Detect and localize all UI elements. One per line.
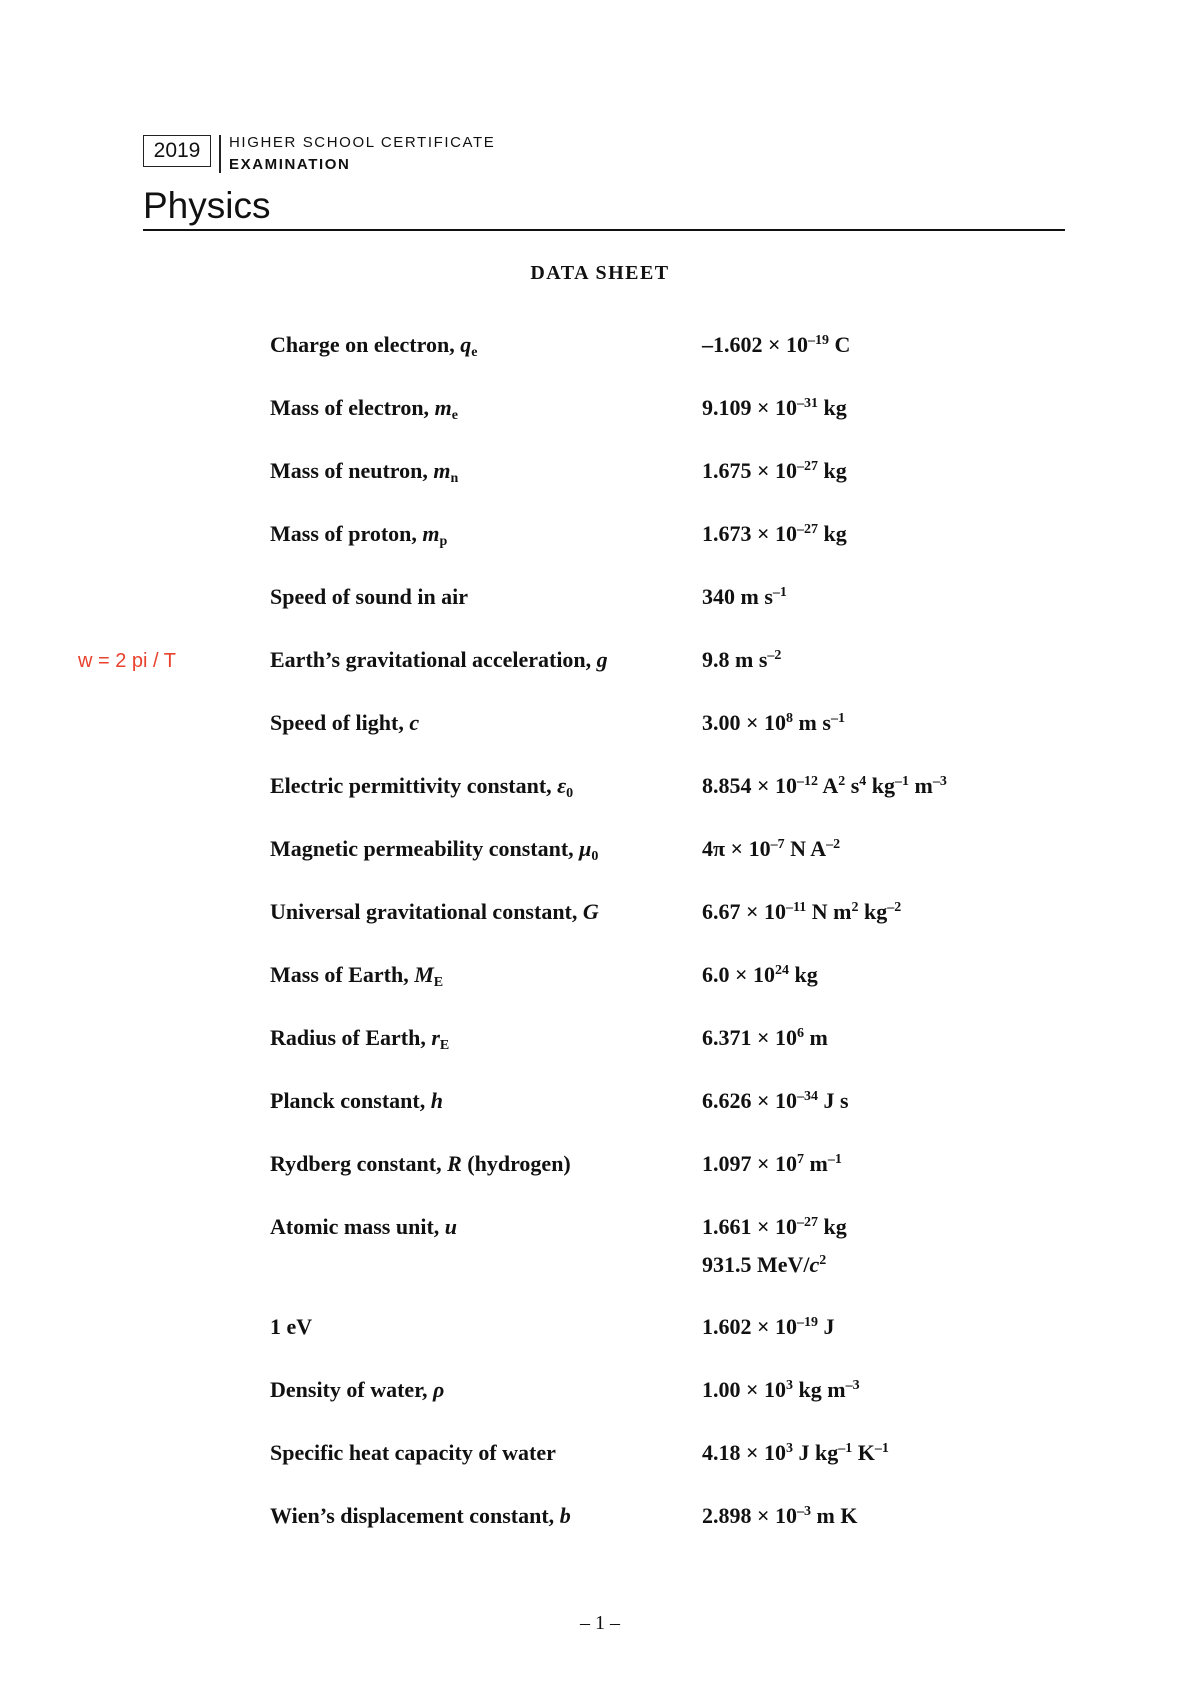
constant-value: $6.371 \times 10^6$ m (702, 1025, 828, 1050)
constant-row (270, 584, 990, 647)
constant-value: $6.67 \times 10^{-11}$ N $m^2$ $kg^{-2}$ (702, 899, 902, 924)
constant-label: Charge on electron, $q_e$ (270, 332, 478, 360)
constant-label: Mass of Earth, $M_E$ (270, 962, 444, 990)
constant-label: Rydberg constant, R (hydrogen) (270, 1151, 571, 1176)
constant-label: Speed of light, c (270, 710, 420, 735)
constant-label: Wien’s displacement constant, b (270, 1503, 571, 1528)
header-rule (143, 229, 1065, 231)
constant-row (270, 395, 990, 458)
constant-label: Mass of electron, $m_e$ (270, 395, 458, 423)
constant-row (270, 773, 990, 836)
constant-row (270, 962, 990, 1025)
constant-row (270, 899, 990, 962)
constant-value: 340 m $s^{-1}$ (702, 584, 787, 609)
constant-row (270, 1088, 990, 1151)
constant-label: Atomic mass unit, u (270, 1214, 458, 1239)
constant-value: $-1.602 \times 10^{-19}$ C (702, 332, 851, 357)
constant-value: $4.18 \times 10^3$ J $kg^{-1}$ $K^{-1}$ (702, 1440, 889, 1465)
constant-value: $1.602 \times 10^{-19}$ J (702, 1314, 835, 1339)
constant-label: Mass of proton, $m_p$ (270, 521, 448, 549)
constant-row (270, 647, 990, 710)
constant-value: $8.854 \times 10^{-12}$ $A^2$ $s^4$ $kg^{-1}$ $m^{-3}$ (702, 773, 947, 798)
constant-label: Magnetic permeability constant, $\mu_0$ (270, 836, 599, 864)
constant-row (270, 1025, 990, 1088)
constant-row (270, 1214, 990, 1314)
constant-label: Planck constant, h (270, 1088, 443, 1113)
constant-row (270, 458, 990, 521)
constant-value: 9.8 m $s^{-2}$ (702, 647, 782, 672)
constant-label: Radius of Earth, $r_E$ (270, 1025, 450, 1053)
handwritten-annotation: w = 2 pi / T (78, 650, 177, 672)
constant-label: Mass of neutron, $m_n$ (270, 458, 459, 486)
constant-row (270, 1503, 990, 1566)
constant-row (270, 521, 990, 584)
constant-value: $9.109 \times 10^{-31}$ kg (702, 395, 847, 420)
sheet-title: DATA SHEET (530, 262, 670, 284)
constant-value: $1.675 \times 10^{-27}$ kg (702, 458, 847, 483)
certificate-line-2: EXAMINATION (229, 156, 351, 173)
constant-value: $2.898 \times 10^{-3}$ m K (702, 1503, 858, 1528)
constant-label: Density of water, ρ (270, 1377, 445, 1402)
constant-label: Specific heat capacity of water (270, 1440, 556, 1465)
page-number: – 1 – (580, 1612, 620, 1634)
constant-value: $4\pi \times 10^{-7}$ N $A^{-2}$ (702, 836, 841, 861)
constant-row (270, 332, 990, 395)
constant-label: Speed of sound in air (270, 584, 469, 609)
constants-table (270, 332, 990, 1566)
constant-label: Universal gravitational constant, G (270, 899, 599, 924)
constant-value: $6.626 \times 10^{-34}$ J s (702, 1088, 849, 1113)
constant-row (270, 1314, 990, 1377)
constant-label: Earth’s gravitational acceleration, g (270, 647, 608, 672)
constant-row (270, 1377, 990, 1440)
constant-value: $3.00 \times 10^8$ m $s^{-1}$ (702, 710, 845, 735)
constant-value: $1.661 \times 10^{-27}$ kg (702, 1214, 847, 1239)
year-box: 2019 (143, 135, 211, 167)
subject-title: Physics (143, 185, 271, 226)
certificate-line-1: HIGHER SCHOOL CERTIFICATE (229, 134, 496, 151)
constant-label: 1 eV (270, 1314, 313, 1339)
constant-value: $1.673 \times 10^{-27}$ kg (702, 521, 847, 546)
constant-value-alt: 931.5 MeV/$c^2$ (702, 1252, 827, 1277)
constant-value: $1.097 \times 10^7$ $m^{-1}$ (702, 1151, 842, 1176)
constant-row (270, 710, 990, 773)
header-divider (219, 135, 221, 173)
constant-row (270, 1440, 990, 1503)
constant-row (270, 836, 990, 899)
constant-value: $1.00 \times 10^3$ kg $m^{-3}$ (702, 1377, 860, 1402)
constant-row (270, 1151, 990, 1214)
constant-value: $6.0 \times 10^{24}$ kg (702, 962, 818, 987)
constant-label: Electric permittivity constant, $\varepsilon_0$ (270, 773, 574, 801)
